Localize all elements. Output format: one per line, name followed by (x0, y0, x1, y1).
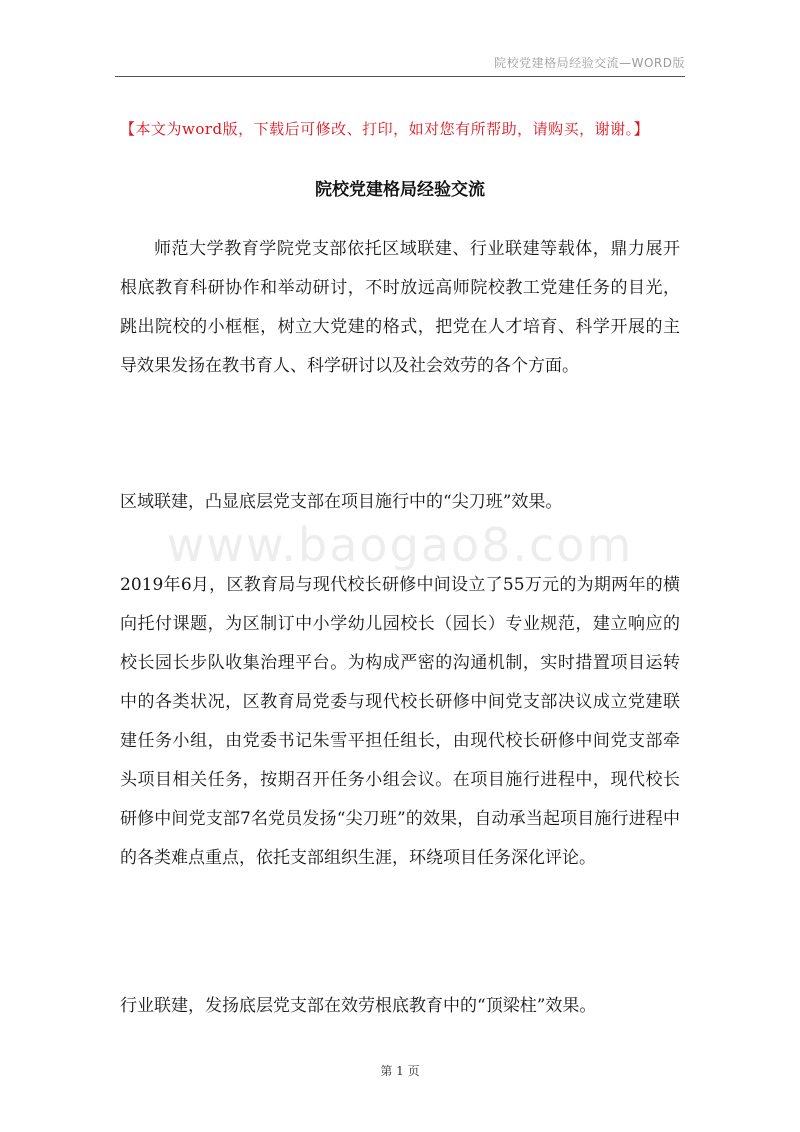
running-header: 院校党建格局经验交流—WORD版 (494, 56, 685, 70)
document-title: 院校党建格局经验交流 (315, 180, 485, 200)
header-divider (115, 76, 685, 77)
section-heading-regional: 区域联建，凸显底层党支部在项目施行中的“尖刀班”效果。 (120, 492, 563, 512)
section-heading-industry: 行业联建，发扬底层党支部在效劳根底教育中的“顶梁柱”效果。 (120, 996, 597, 1016)
watermark: www.baogao8.com (166, 518, 634, 572)
body-paragraph-project: 2019年6月，区教育局与现代校长研修中间设立了55万元的为期两年的横向托付课题，为区制订中小学幼儿园校长（园长）专业规范，建立响应的校长园长步队收集治理平台。为构成严密的沟通机制，实时措置项目运转中的各类状况，区教育局党委与现代校长研修中间党支部决议成立党建联建任务小组，由党委书记朱雪平担任组长，由现代校长研修中间党支部牵头项目相关任务，按期召开任务小组会议。在项目施行进程中，现代校长研修中间党支部7名党员发扬“尖刀班”的效果，自动承当起项目施行进程中的各类难点重点，依托支部组织生涯，环绕项目任务深化评论。 (120, 575, 680, 868)
intro-paragraph: 师范大学教育学院党支部依托区域联建、行业联建等载体，鼎力展开根底教育科研协作和举动研讨，不时放远高师院校教工党建任务的目光，跳出院校的小框框，树立大党建的格式，把党在人才培育、科学开展的主导效果发扬在教书育人、科学研讨以及社会效劳的各个方面。 (120, 239, 680, 376)
word-version-notice: 【本文为word版，下载后可修改、打印，如对您有所帮助，请购买，谢谢。】 (120, 120, 650, 138)
page-number: 第 1 页 (380, 1064, 420, 1078)
